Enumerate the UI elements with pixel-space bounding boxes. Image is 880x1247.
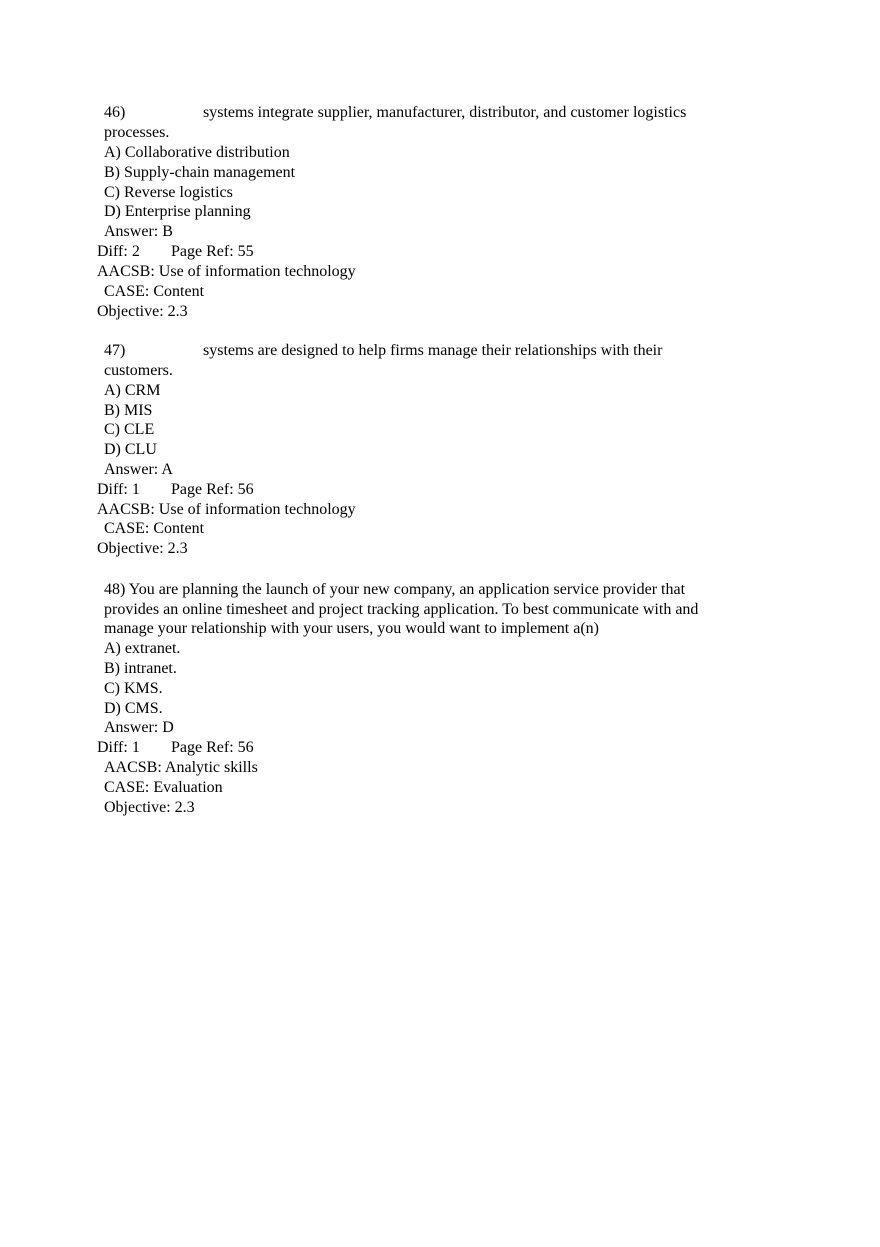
answer-option: B) Supply-chain management — [104, 164, 296, 181]
aacsb-tag: AACSB: Use of information technology — [97, 263, 356, 280]
answer-option: A) CRM — [104, 382, 161, 399]
difficulty: Diff: 1 — [97, 739, 140, 756]
question-stem-line: customers. — [104, 362, 173, 379]
question-stem-line: 48) You are planning the launch of your new company, an application service provider that — [104, 581, 686, 598]
objective-tag: Objective: 2.3 — [104, 799, 195, 816]
case-tag: CASE: Content — [104, 520, 205, 537]
page-reference: Page Ref: 56 — [171, 481, 254, 498]
case-tag: CASE: Content — [104, 283, 205, 300]
difficulty: Diff: 1 — [97, 481, 140, 498]
answer-option: D) CMS. — [104, 700, 163, 717]
aacsb-tag: AACSB: Use of information technology — [97, 501, 356, 518]
answer-option: B) intranet. — [104, 660, 177, 677]
page-reference: Page Ref: 56 — [171, 739, 254, 756]
page-reference: Page Ref: 55 — [171, 243, 254, 260]
answer-option: C) KMS. — [104, 680, 163, 697]
question-stem-line: processes. — [104, 124, 170, 141]
difficulty: Diff: 2 — [97, 243, 140, 260]
answer-option: D) CLU — [104, 441, 157, 458]
answer-option: C) CLE — [104, 421, 155, 438]
answer-key: Answer: A — [104, 461, 173, 478]
answer-key: Answer: B — [104, 223, 173, 240]
answer-option: A) extranet. — [104, 640, 181, 657]
answer-key: Answer: D — [104, 719, 174, 736]
answer-option: B) MIS — [104, 402, 153, 419]
question-stem-line: manage your relationship with your users, you would want to implement a(n) — [104, 620, 600, 637]
answer-option: C) Reverse logistics — [104, 184, 233, 201]
objective-tag: Objective: 2.3 — [97, 540, 188, 557]
answer-option: A) Collaborative distribution — [104, 144, 290, 161]
question-stem-line: provides an online timesheet and project tracking application. To best communicate with and — [104, 601, 699, 618]
question-number: 47) — [104, 342, 126, 359]
aacsb-tag: AACSB: Analytic skills — [104, 759, 258, 776]
objective-tag: Objective: 2.3 — [97, 303, 188, 320]
question-stem-line: systems are designed to help firms manage their relationships with their — [203, 342, 663, 359]
case-tag: CASE: Evaluation — [104, 779, 223, 796]
answer-option: D) Enterprise planning — [104, 203, 251, 220]
question-stem-line: systems integrate supplier, manufacturer, distributor, and customer logistics — [203, 104, 687, 121]
question-number: 46) — [104, 104, 126, 121]
